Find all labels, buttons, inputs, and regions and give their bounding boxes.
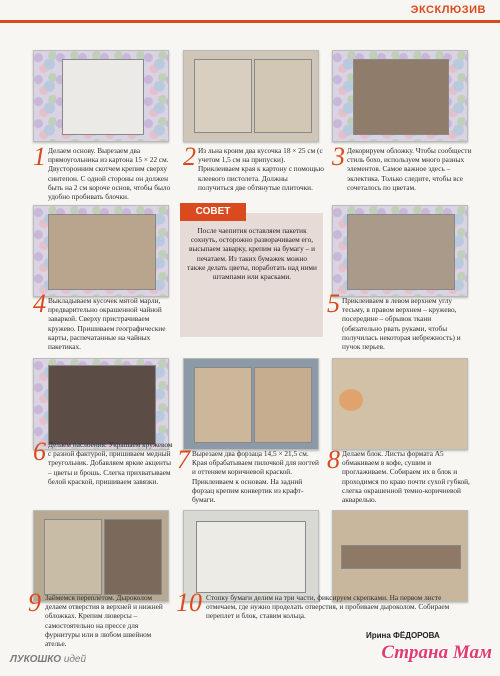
step-1-photo xyxy=(33,50,169,142)
footer-brand xyxy=(10,654,86,665)
step-4-number: 4 xyxy=(33,289,46,318)
step-7-text: Вырезаем два форзаца 14,5 × 21,5 см. Края обрабатываем пилочкой для ногтей и оттеняем коричневой краской. Приклеиваем к основам. На задний форзац крепим конвертик из крафт-бумаги. xyxy=(192,449,319,505)
step-2-photo xyxy=(183,50,319,142)
step-1-number: 1 xyxy=(33,142,46,171)
author-name: Ирина ФЁДОРОВА xyxy=(366,631,440,640)
step-7-number: 7 xyxy=(177,445,190,474)
step-3-photo xyxy=(332,50,468,142)
step-5-text: Приклеиваем в левом верхнем углу тесьму, в правом верхнем – кружево, посередине – обрывок ткани (обязательно рвать руками, чтобы получилась некоторая небрежность) и пучок перьев. xyxy=(342,296,461,352)
step-10-photo-b xyxy=(332,510,468,602)
step-8-number: 8 xyxy=(327,445,340,474)
watermark-logo: Страна Мам xyxy=(381,642,492,663)
step-10-text: Стопку бумаги делим на три части, фиксируем скрепками. На первом листе отмечаем, где нужно проделать отверстия, и пробиваем дыроколом. Собираем переплет и блок, ставим кольца. xyxy=(206,593,450,621)
step-8-photo xyxy=(332,358,468,450)
step-1-text: Делаем основу. Вырезаем два прямоугольника из картона 15 × 22 см. Двусторонним скотчем крепим сверху синтепон. С одной стороны он должен быть на 2 см короче основ, чтобы было удобно пробивать блочки. xyxy=(48,146,171,202)
step-6-text: Делаем наслоения. Украшаем кружевом с разной фактурой, пришиваем медный треугольник. Добавляем яркие акценты – цветы и брошь. Слегка прихватываем белой краской, пришиваем завязки. xyxy=(48,440,173,486)
step-9-photo xyxy=(33,510,169,602)
step-9-number: 9 xyxy=(28,588,41,617)
step-3-number: 3 xyxy=(332,142,345,171)
tip-text: После чаепития оставляем пакетик сохнуть, осторожно разворачиваем его, высыпаем заварку, крепим на бумагу – и печатаем. Из таких бумажек можно также делать цветы, поработать над ними штампами или красками. xyxy=(187,226,317,282)
step-7-photo xyxy=(183,358,319,450)
step-2-text: Из льна кроим два кусочка 18 × 25 см (с учетом 1,5 см на припуски). Приклеиваем края к картону с помощью клеевого пистолета. Должны получиться две обтянутые плиточки. xyxy=(198,146,324,192)
step-8-text: Делаем блок. Листы формата А5 обмакиваем в кофе, сушим и проглаживаем. Собираем их в блок и проходимся по краю почти сухой губкой, слегка окрашенной темно-коричневой акварелью. xyxy=(342,449,470,505)
step-5-number: 5 xyxy=(327,289,340,318)
tip-badge: СОВЕТ xyxy=(180,203,246,221)
step-4-photo xyxy=(33,205,169,297)
section-label: ЭКСКЛЮЗИВ xyxy=(410,4,486,16)
footer-brand-name: ЛУКОШКО xyxy=(10,654,62,665)
step-6-photo xyxy=(33,358,169,450)
step-5-photo xyxy=(332,205,468,297)
step-2-number: 2 xyxy=(183,142,196,171)
step-4-text: Выкладываем кусочек мятой марли, предварительно окрашенной чайной заваркой. Сверху пристрачиваем кружево. Пришиваем географические карты, распечатанные на чайных пакетиках. xyxy=(48,296,166,352)
header-rule xyxy=(0,20,500,23)
step-3-text: Декорируем обложку. Чтобы сообщести стиль бохо, используем много разных элементов. Самое важное здесь – эклектика. Только следите, чтобы все сочеталось по цветам. xyxy=(347,146,472,192)
footer-brand-suffix: идей xyxy=(63,654,87,665)
step-9-text: Займемся переплетом. Дыроколом делаем отверстия в верхней и нижней обложках. Крепим люверсы – самостоятельно на прессе для фурнитуры или в любом швейном ателье. xyxy=(45,593,163,649)
step-6-number: 6 xyxy=(33,437,46,466)
step-10-number: 10 xyxy=(176,588,202,617)
step-10-photo-a xyxy=(183,510,319,602)
